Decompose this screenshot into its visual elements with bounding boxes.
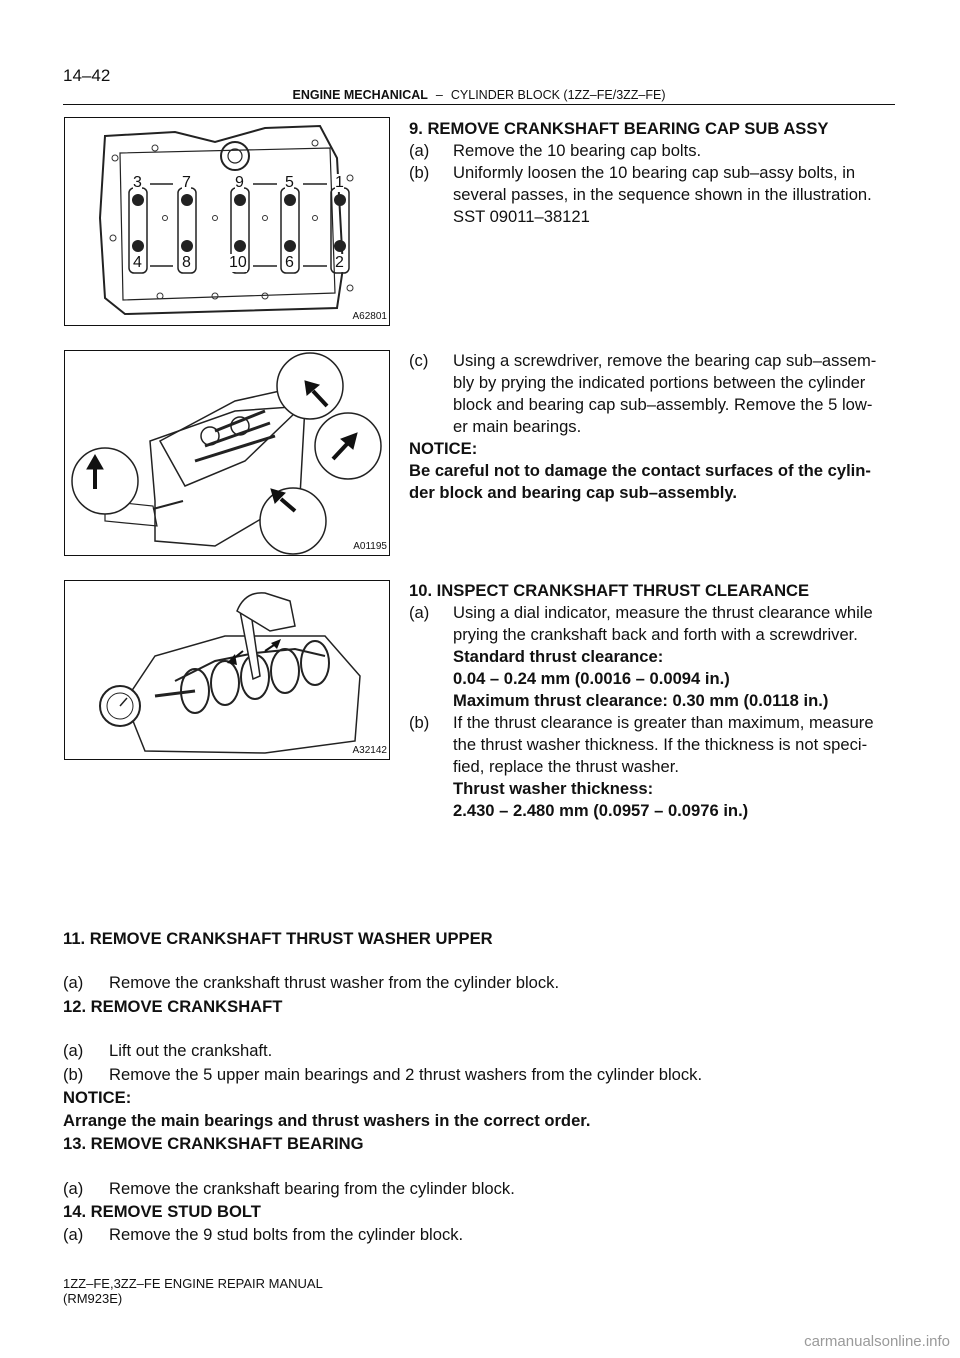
bolt-number-top-2: 7 xyxy=(182,174,191,191)
notice-text: Arrange the main bearings and thrust washers in the correct order. xyxy=(63,1111,591,1130)
footer xyxy=(63,1276,323,1306)
prying-illustration xyxy=(65,351,389,555)
substep-label: (b) xyxy=(63,1065,84,1084)
substep-text: Remove the crankshaft thrust washer from the cylinder block. xyxy=(109,973,560,992)
figure-id: A01195 xyxy=(353,541,387,552)
substep-label: (a) xyxy=(409,603,430,622)
step-title: 14. REMOVE STUD BOLT xyxy=(63,1202,261,1221)
substep-text: Remove the 10 bearing cap bolts. xyxy=(453,141,702,160)
step-title: 10. INSPECT CRANKSHAFT THRUST CLEARANCE xyxy=(409,581,810,600)
sst-number: SST 09011–38121 xyxy=(453,207,590,226)
footer-manual-code: (RM923E) xyxy=(63,1291,123,1306)
figure-id: A32142 xyxy=(352,745,387,756)
substep-text: Using a screwdriver, remove the bearing cap sub–assem- xyxy=(453,351,877,370)
bolt-number-bottom-4: 6 xyxy=(285,254,294,271)
step-title: 12. REMOVE CRANKSHAFT xyxy=(63,997,283,1016)
bolt-number-bottom-5: 2 xyxy=(335,254,344,271)
step-title: 9. REMOVE CRANKSHAFT BEARING CAP SUB ASSY xyxy=(409,119,829,138)
substep-label: (c) xyxy=(409,351,429,370)
substep-text: Uniformly loosen the 10 bearing cap sub–assy bolts, in xyxy=(453,163,856,182)
footer-manual-title: 1ZZ–FE,3ZZ–FE ENGINE REPAIR MANUAL xyxy=(63,1276,323,1291)
spec-label: Standard thrust clearance: xyxy=(453,647,664,666)
bolt-number-top-3: 9 xyxy=(235,174,244,191)
substep-label: (b) xyxy=(409,713,430,732)
spec-value: 2.430 – 2.480 mm (0.0957 – 0.0976 in.) xyxy=(453,801,749,820)
step-title: 13. REMOVE CRANKSHAFT BEARING xyxy=(63,1134,364,1153)
substep-label: (a) xyxy=(63,1225,84,1244)
substep-label: (a) xyxy=(63,973,84,992)
bolt-number-top-5: 1 xyxy=(335,174,344,191)
figure-bearing-cap-sequence xyxy=(64,117,390,326)
header-section: ENGINE MECHANICAL xyxy=(292,88,428,102)
notice-label: NOTICE: xyxy=(63,1088,132,1107)
spec-label: Thrust washer thickness: xyxy=(453,779,654,798)
bolt-number-bottom-1: 4 xyxy=(133,254,142,271)
substep-text: Remove the 5 upper main bearings and 2 thrust washers from the cylinder block. xyxy=(109,1065,703,1084)
header-subsection: CYLINDER BLOCK (1ZZ–FE/3ZZ–FE) xyxy=(450,88,666,102)
figure-thrust-clearance xyxy=(64,580,390,760)
substep-text: Using a dial indicator, measure the thrust clearance while xyxy=(453,603,873,622)
substep-label: (a) xyxy=(409,141,430,160)
substep-label: (b) xyxy=(409,163,430,182)
spec-value: 0.04 – 0.24 mm (0.0016 – 0.0094 in.) xyxy=(453,669,730,688)
substep-text: Lift out the crankshaft. xyxy=(109,1041,273,1060)
bolt-number-top-1: 3 xyxy=(133,174,142,191)
notice-text: der block and bearing cap sub–assembly. xyxy=(409,483,737,502)
substep-text: Remove the crankshaft bearing from the cylinder block. xyxy=(109,1179,515,1198)
substep-label: (a) xyxy=(63,1041,84,1060)
page-number: 14–42 xyxy=(63,66,111,85)
page-header xyxy=(63,88,895,105)
substep-text: If the thrust clearance is greater than maximum, measure xyxy=(453,713,874,732)
watermark: carmanualsonline.info xyxy=(804,1333,950,1350)
substep-label: (a) xyxy=(63,1179,84,1198)
step-title: 11. REMOVE CRANKSHAFT THRUST WASHER UPPER xyxy=(63,929,493,948)
substep-text: block and bearing cap sub–assembly. Remove the 5 low- xyxy=(453,395,873,414)
bolt-number-top-4: 5 xyxy=(285,174,294,191)
substep-text: bly by prying the indicated portions between the cylinder xyxy=(453,373,866,392)
substep-text: several passes, in the sequence shown in the illustration. xyxy=(453,185,872,204)
substep-text: er main bearings. xyxy=(453,417,582,436)
notice-label: NOTICE: xyxy=(409,439,478,458)
substep-text: Remove the 9 stud bolts from the cylinder block. xyxy=(109,1225,464,1244)
bolt-number-bottom-2: 8 xyxy=(182,254,191,271)
figure-id: A62801 xyxy=(352,311,387,322)
figure-prying-bearing-cap xyxy=(64,350,390,556)
bolt-number-bottom-3: 10 xyxy=(229,254,247,271)
notice-text: Be careful not to damage the contact surfaces of the cylin- xyxy=(409,461,871,480)
spec-max: Maximum thrust clearance: 0.30 mm (0.0118 in.) xyxy=(453,691,829,710)
dial-indicator-illustration xyxy=(65,581,389,759)
header-separator: – xyxy=(435,88,443,102)
bearing-cap-illustration xyxy=(65,118,389,325)
substep-text: fied, replace the thrust washer. xyxy=(453,757,679,776)
substep-text: prying the crankshaft back and forth with a screwdriver. xyxy=(453,625,858,644)
substep-text: the thrust washer thickness. If the thickness is not speci- xyxy=(453,735,868,754)
